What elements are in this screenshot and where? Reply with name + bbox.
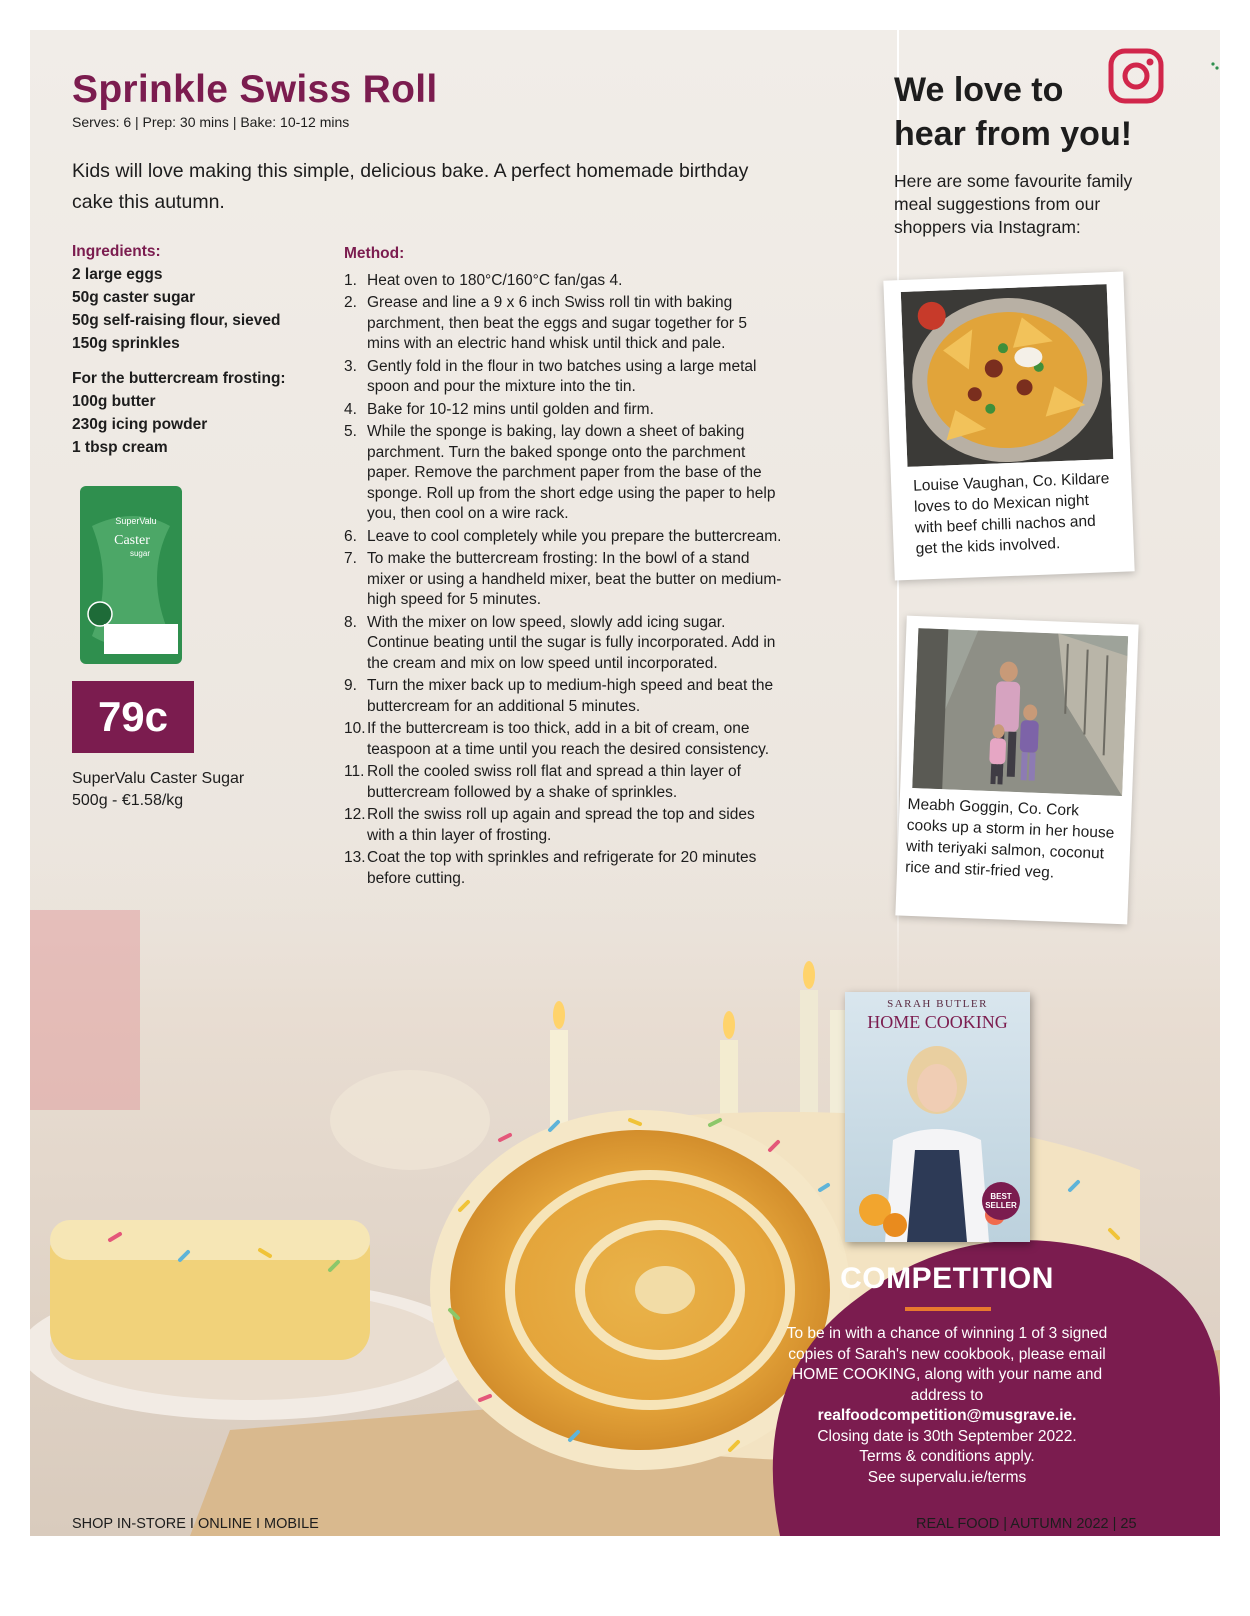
method-step (344, 719, 784, 760)
corner-mark (1211, 62, 1219, 70)
book-author: SARAH BUTLER (887, 998, 988, 1010)
recipe-intro: Kids will love making this simple, delicious bake. A perfect homemade birthday cake this autumn. (72, 160, 749, 213)
step-number: 10. (344, 720, 366, 737)
book-title: HOME COOKING (867, 1012, 1008, 1032)
instagram-heading (894, 68, 1132, 156)
ingredient-item: 2 large eggs (72, 266, 163, 283)
buttercream-list (72, 390, 342, 459)
ingredients-heading: Ingredients: (72, 243, 161, 260)
instagram-caption: Meabh Goggin, Co. Cork cooks up a storm in her house with teriyaki salmon, coconut rice and stir-fried veg. (904, 795, 1115, 882)
magazine-page (30, 30, 1220, 1536)
product-detail: 500g - €1.58/kg (72, 792, 184, 809)
step-text: Gently fold in the flour in two batches using a large metal spoon and pour the mixture into the tin. (367, 357, 757, 395)
step-number: 8. (344, 613, 357, 631)
step-text: Roll the swiss roll up again and spread the top and sides with a thin layer of frosting. (367, 806, 755, 844)
step-text: Bake for 10-12 mins until golden and firm. (367, 400, 654, 418)
step-number: 11. (344, 763, 365, 780)
step-number: 1. (344, 271, 357, 289)
family-walk-photo (912, 628, 1128, 796)
ingredient-item: 100g butter (72, 393, 156, 410)
recipe-title: Sprinkle Swiss Roll (72, 68, 438, 111)
step-number: 2. (344, 294, 357, 311)
instagram-post (883, 272, 1134, 581)
instagram-heading-line2: hear from you! (894, 115, 1133, 153)
ingredients-list (72, 263, 342, 355)
step-number: 7. (344, 550, 357, 567)
recipe-meta: Serves: 6 | Prep: 30 mins | Bake: 10-12 mins (72, 114, 350, 130)
ingredient-item: 50g self-raising flour, sieved (72, 312, 281, 329)
method-step (344, 613, 784, 675)
competition-terms-link[interactable]: See supervalu.ie/terms (867, 1468, 1027, 1486)
step-text: If the buttercream is too thick, add in a bit of cream, one teaspoon at a time until you reach the desired consistency. (367, 720, 770, 758)
nachos-photo (901, 284, 1114, 467)
instagram-icon[interactable] (1108, 48, 1164, 104)
footer-channels: SHOP IN-STORE I ONLINE I MOBILE (72, 1516, 319, 1532)
competition-text: To be in with a chance of winning 1 of 3 signed copies of Sarah's new cookbook, please email HOME COOKING, along with your name and address to (786, 1325, 1108, 1404)
buttercream-heading: For the buttercream frosting: (72, 370, 286, 387)
step-text: Coat the top with sprinkles and refrigerate for 20 minutes before cutting. (367, 849, 757, 887)
competition-terms: Terms & conditions apply. (859, 1448, 1035, 1465)
best-seller-badge (982, 1182, 1020, 1220)
competition-details (772, 1324, 1122, 1488)
footer-page-info: REAL FOOD | AUTUMN 2022 | 25 (916, 1516, 1137, 1532)
bag-brand: SuperValu (115, 516, 157, 526)
step-number: 4. (344, 400, 357, 418)
badge-line: SELLER (985, 1201, 1017, 1210)
step-number: 12. (344, 806, 366, 823)
method-step (344, 676, 784, 717)
competition-closing: Closing date is 30th September 2022. (817, 1427, 1077, 1445)
step-number: 3. (344, 357, 357, 375)
method-step (344, 400, 784, 421)
step-text: Leave to cool completely while you prepare the buttercream. (367, 527, 782, 545)
method-heading: Method: (344, 245, 405, 262)
step-number: 13. (344, 849, 366, 866)
step-text: Turn the mixer back up to medium-high speed and beat the buttercream for an additional 5 minutes. (367, 677, 774, 715)
method-step (344, 357, 784, 398)
competition-rule (905, 1307, 991, 1311)
instagram-heading-line1: We love to (894, 71, 1064, 109)
ingredient-item: 150g sprinkles (72, 335, 180, 352)
competition-heading: COMPETITION (840, 1262, 1054, 1295)
method-step (344, 762, 784, 803)
method-step (344, 293, 784, 355)
step-text: Grease and line a 9 x 6 inch Swiss roll tin with baking parchment, then beat the eggs and sugar together for 5 mins with an electric hand whisk until thick and pale. (367, 294, 748, 352)
ingredient-item: 50g caster sugar (72, 289, 196, 306)
step-number: 5. (344, 423, 357, 440)
method-step (344, 848, 784, 889)
instagram-post (895, 616, 1138, 925)
badge-line: BEST (990, 1192, 1012, 1201)
step-text: While the sponge is baking, lay down a sheet of baking parchment. Turn the baked sponge onto the parchment paper. Remove the parchment paper from the base of the sponge. Roll up from the short edge using the paper to help you, then cool on a wire rack. (367, 423, 776, 522)
ingredients-section (72, 240, 342, 459)
ingredient-item: 230g icing powder (72, 416, 208, 433)
cookbook-cover (845, 992, 1030, 1242)
method-section (344, 244, 784, 891)
method-steps (344, 271, 784, 890)
method-step (344, 805, 784, 846)
step-text: To make the buttercream frosting: In the bowl of a stand mixer or using a handheld mixer, beat the butter on medium-high speed for 5 minutes. (367, 550, 782, 608)
step-number: 6. (344, 527, 357, 545)
product-info (72, 768, 244, 812)
step-text: Roll the cooled swiss roll flat and spread a thin layer of buttercream followed by a shake of sprinkles. (367, 763, 741, 801)
product-name: SuperValu Caster Sugar (72, 770, 245, 787)
ingredient-item: 1 tbsp cream (72, 439, 168, 456)
caster-sugar-bag-image (74, 486, 188, 664)
instagram-caption: Louise Vaughan, Co. Kildare loves to do Mexican night with beef chilli nachos and get the kids involved. (912, 470, 1110, 558)
step-text: Heat oven to 180°C/160°C fan/gas 4. (367, 271, 623, 289)
method-step (344, 271, 784, 292)
method-step (344, 527, 784, 548)
step-number: 9. (344, 677, 357, 694)
method-step (344, 549, 784, 611)
bag-sub: sugar (129, 549, 151, 558)
competition-email-link[interactable]: realfoodcompetition@musgrave.ie. (817, 1407, 1077, 1424)
step-text: With the mixer on low speed, slowly add icing sugar. Continue beating until the sugar is fully incorporated. Add in the cream and mix on low speed until incorporated. (367, 613, 776, 672)
bag-name: Caster (114, 533, 150, 548)
method-step (344, 422, 784, 525)
instagram-intro: Here are some favourite family meal suggestions from our shoppers via Instagram: (894, 171, 1133, 237)
price-badge: 79c (72, 681, 194, 753)
